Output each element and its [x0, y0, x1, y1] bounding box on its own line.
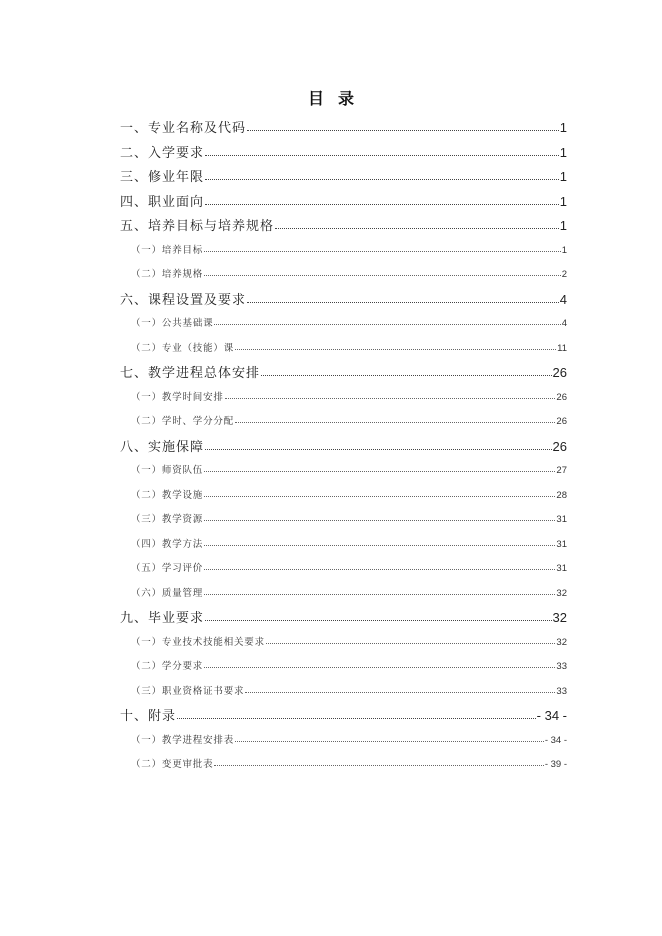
toc-entry-label: 九、毕业要求 [120, 611, 205, 626]
dot-leader [204, 660, 555, 670]
dot-leader [235, 341, 556, 351]
toc-entry-label: （一）专业技术技能相关要求 [131, 636, 265, 648]
toc-entry-label: （一）师资队伍 [131, 465, 204, 476]
toc-entry-label: 四、职业面向 [120, 194, 205, 210]
toc-entry-page-number: 1 [559, 169, 567, 184]
toc-entry-page-number: - 39 - [544, 759, 567, 770]
toc-entry-label: 五、培养目标与培养规格 [120, 219, 275, 234]
toc-entry-section[interactable] [120, 312, 567, 337]
toc-entry-page-number: 31 [556, 538, 567, 550]
toc-entry-page-number: 1 [559, 193, 567, 209]
toc-entry-label: 六、课程设置及要求 [120, 292, 247, 308]
toc-entry-page-number: 1 [559, 120, 567, 135]
toc-entry-page-number: 4 [561, 318, 567, 329]
toc-entry-label: （三）教学资源 [131, 514, 204, 525]
toc-entry-chapter[interactable] [120, 288, 567, 313]
toc-entry-label: 一、专业名称及代码 [120, 121, 247, 136]
toc-entry-section[interactable] [120, 631, 567, 656]
dot-leader [214, 317, 560, 327]
dot-leader [235, 415, 555, 425]
toc-entry-label: （三）职业资格证书要求 [131, 685, 245, 697]
dot-leader [204, 513, 555, 523]
toc-entry-section[interactable] [120, 508, 567, 533]
toc-entry-label: （四）教学方法 [131, 538, 204, 550]
dot-leader [205, 144, 559, 157]
dot-leader [261, 364, 552, 377]
toc-entry-chapter[interactable] [120, 361, 567, 386]
dot-leader [205, 168, 559, 181]
toc-entry-page-number: 31 [556, 514, 567, 525]
dot-leader [205, 438, 552, 451]
toc-entry-page-number: 32 [556, 636, 567, 648]
toc-title: 目录 [307, 89, 368, 108]
toc-entry-label: （二）培养规格 [131, 269, 204, 280]
dot-leader [245, 684, 555, 694]
toc-entry-label: （一）培养目标 [131, 244, 204, 256]
toc-entry-page-number: 26 [556, 391, 567, 403]
dot-leader [225, 390, 556, 400]
dot-leader [275, 217, 559, 230]
toc-entry-page-number: 32 [556, 587, 567, 599]
toc-entry-page-number: 31 [556, 563, 567, 574]
toc-entry-page-number: 1 [561, 244, 567, 256]
toc-entry-section[interactable] [120, 239, 567, 264]
toc-entry-label: 八、实施保障 [120, 439, 205, 455]
toc-entry-label: 三、修业年限 [120, 170, 205, 185]
toc-entry-label: （二）专业（技能）课 [131, 342, 235, 354]
toc-entry-page-number: 33 [556, 661, 567, 672]
toc-entry-page-number: 33 [556, 685, 567, 697]
toc-entry-label: （二）变更审批表 [131, 759, 214, 770]
toc-entry-page-number: 32 [552, 610, 567, 625]
dot-leader [247, 119, 559, 132]
toc-entry-section[interactable] [120, 459, 567, 484]
toc-entry-chapter[interactable] [120, 141, 567, 166]
table-of-contents [120, 116, 567, 778]
toc-entry-section[interactable] [120, 753, 567, 778]
toc-entry-label: （六）质量管理 [131, 587, 204, 599]
dot-leader [204, 488, 555, 498]
dot-leader [205, 193, 559, 206]
toc-entry-page-number: 26 [556, 416, 567, 427]
dot-leader [266, 635, 556, 645]
toc-entry-chapter[interactable] [120, 704, 567, 729]
dot-leader [205, 609, 552, 622]
toc-entry-page-number: 1 [559, 144, 567, 160]
dot-leader [204, 537, 555, 547]
toc-entry-section[interactable] [120, 386, 567, 411]
toc-entry-page-number: 26 [552, 365, 567, 380]
toc-entry-page-number: - 34 - [536, 708, 567, 723]
toc-entry-label: （一）公共基础课 [131, 318, 214, 329]
toc-entry-page-number: 28 [556, 489, 567, 501]
toc-entry-chapter[interactable] [120, 435, 567, 460]
toc-entry-page-number: 1 [559, 218, 567, 233]
toc-entry-section[interactable] [120, 337, 567, 362]
toc-entry-chapter[interactable] [120, 214, 567, 239]
toc-entry-page-number: 27 [556, 465, 567, 476]
toc-entry-section[interactable] [120, 484, 567, 509]
dot-leader [204, 562, 555, 572]
toc-entry-label: （一）教学进程安排表 [131, 734, 235, 746]
dot-leader [204, 586, 555, 596]
toc-entry-label: 七、教学进程总体安排 [120, 366, 261, 381]
dot-leader [177, 707, 536, 720]
toc-entry-page-number: - 34 - [544, 734, 567, 746]
toc-entry-page-number: 2 [561, 269, 567, 280]
toc-entry-label: （五）学习评价 [131, 563, 204, 574]
toc-entry-label: 二、入学要求 [120, 145, 205, 161]
dot-leader [247, 291, 559, 304]
dot-leader [204, 464, 555, 474]
toc-entry-label: 十、附录 [120, 709, 177, 724]
toc-entry-section[interactable] [120, 557, 567, 582]
toc-entry-page-number: 26 [552, 438, 567, 454]
dot-leader [204, 243, 561, 253]
toc-entry-label: （二）学分要求 [131, 661, 204, 672]
toc-entry-label: （二）教学设施 [131, 489, 204, 501]
toc-entry-label: （一）教学时间安排 [131, 391, 224, 403]
toc-entry-section[interactable] [120, 655, 567, 680]
toc-entry-chapter[interactable] [120, 165, 567, 190]
toc-entry-chapter[interactable] [120, 606, 567, 631]
dot-leader [204, 268, 561, 278]
toc-entry-section[interactable] [120, 533, 567, 558]
toc-entry-chapter[interactable] [120, 190, 567, 215]
toc-entry-section[interactable] [120, 410, 567, 435]
toc-entry-section[interactable] [120, 263, 567, 288]
toc-entry-page-number: 4 [559, 291, 567, 307]
dot-leader [214, 758, 543, 768]
toc-entry-label: （二）学时、学分分配 [131, 416, 235, 427]
toc-entry-section[interactable] [120, 582, 567, 607]
dot-leader [235, 733, 544, 743]
toc-entry-section[interactable] [120, 729, 567, 754]
toc-entry-section[interactable] [120, 680, 567, 705]
toc-entry-page-number: 11 [557, 342, 567, 354]
toc-entry-chapter[interactable] [120, 116, 567, 141]
